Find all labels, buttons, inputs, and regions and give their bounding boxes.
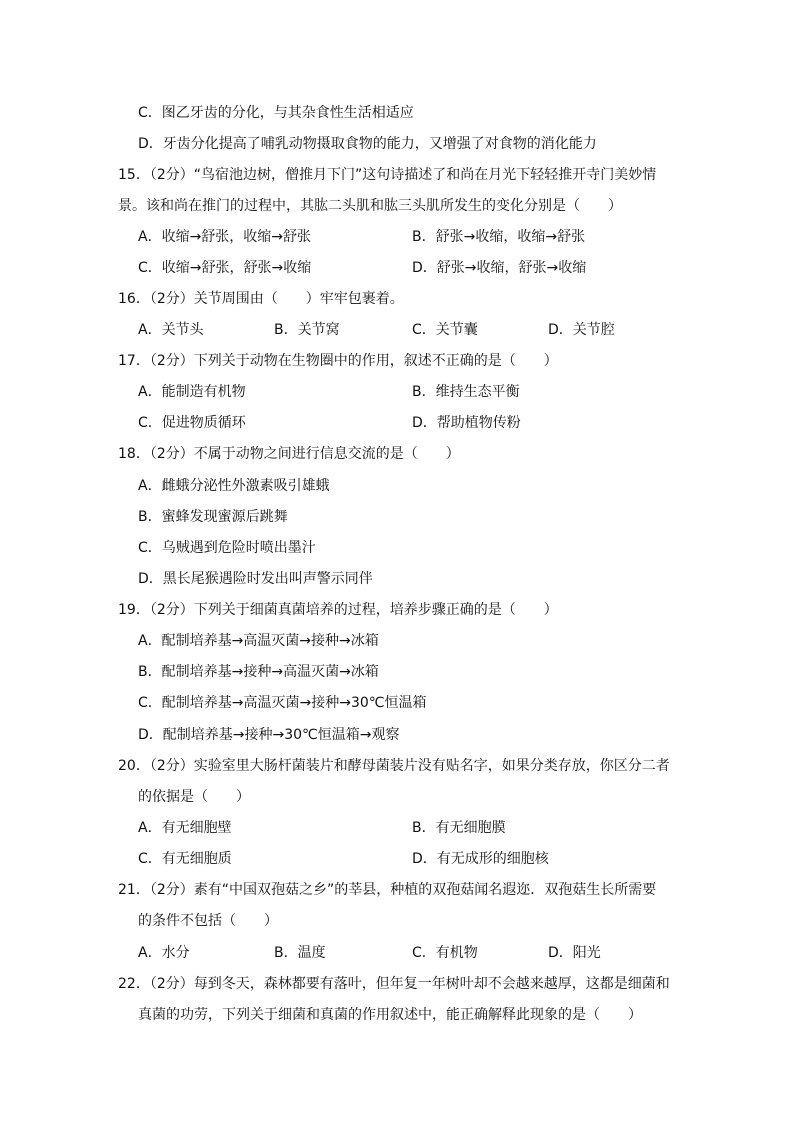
q19-option-b: B．配制培养基→接种→高温灭菌→冰箱 xyxy=(138,664,379,680)
q16-stem: 16．（2分）关节周围由（ ）牢牢包裹着。 xyxy=(118,291,404,307)
q16-option-d: D．关节腔 xyxy=(548,322,615,338)
q15-stem-line2: 景。该和尚在推门的过程中，其肱二头肌和肱三头肌所发生的变化分别是（ ） xyxy=(118,198,622,214)
q17-stem: 17．（2分）下列关于动物在生物圈中的作用，叙述不正确的是（ ） xyxy=(118,353,558,369)
q19-option-c: C．配制培养基→高温灭菌→接种→30℃恒温箱 xyxy=(138,695,427,711)
q16-option-a: A．关节头 xyxy=(138,322,204,338)
q20-option-c: C．有无细胞质 xyxy=(138,851,232,867)
q17-option-c: C．促进物质循环 xyxy=(138,415,246,431)
q18-option-c: C．乌贼遇到危险时喷出墨汁 xyxy=(138,540,316,556)
q19-option-a: A．配制培养基→高温灭菌→接种→冰箱 xyxy=(138,633,379,649)
q20-stem-line2: 的依据是（ ） xyxy=(138,789,250,805)
q14-option-c: C．图乙牙齿的分化，与其杂食性生活相适应 xyxy=(138,105,414,121)
q18-option-b: B．蜜蜂发现蜜源后跳舞 xyxy=(138,509,288,525)
q15-option-d: D．舒张→收缩，舒张→收缩 xyxy=(412,260,587,276)
q21-option-c: C．有机物 xyxy=(412,945,478,961)
q21-option-a: A．水分 xyxy=(138,945,190,961)
q20-stem-line1: 20．（2分）实验室里大肠杆菌装片和酵母菌装片没有贴名字，如果分类存放，你区分二者 xyxy=(118,758,670,774)
q19-stem: 19．（2分）下列关于细菌真菌培养的过程，培养步骤正确的是（ ） xyxy=(118,602,558,618)
q15-option-b: B．舒张→收缩，收缩→舒张 xyxy=(412,229,586,245)
q21-option-d: D．阳光 xyxy=(548,945,601,961)
q18-option-a: A．雌蛾分泌性外激素吸引雄蛾 xyxy=(138,478,330,494)
q20-option-d: D．有无成形的细胞核 xyxy=(412,851,549,867)
q15-option-a: A．收缩→舒张，收缩→舒张 xyxy=(138,229,312,245)
q15-stem-line1: 15．（2分）“鸟宿池边树，僧推月下门”这句诗描述了和尚在月光下轻轻推开寺门美妙情 xyxy=(118,167,657,183)
q22-stem-line1: 22．（2分）每到冬天，森林都要有落叶，但年复一年树叶却不会越来越厚，这都是细菌和 xyxy=(118,976,670,992)
q17-option-d: D．帮助植物传粉 xyxy=(412,415,521,431)
q14-option-d: D．牙齿分化提高了哺乳动物摄取食物的能力，又增强了对食物的消化能力 xyxy=(138,136,597,152)
q17-option-a: A．能制造有机物 xyxy=(138,384,246,400)
q21-stem-line1: 21．（2分）素有“中国双孢菇之乡”的莘县，种植的双孢菇闻名遐迩．双孢菇生长所需要 xyxy=(118,882,657,898)
q16-option-b: B．关节窝 xyxy=(274,322,340,338)
q17-option-b: B．维持生态平衡 xyxy=(412,384,520,400)
q20-option-b: B．有无细胞膜 xyxy=(412,820,506,836)
q18-stem: 18．（2分）不属于动物之间进行信息交流的是（ ） xyxy=(118,446,460,462)
q19-option-d: D．配制培养基→接种→30℃恒温箱→观察 xyxy=(138,727,400,743)
q21-option-b: B．温度 xyxy=(274,945,326,961)
q21-stem-line2: 的条件不包括（ ） xyxy=(138,913,278,929)
q18-option-d: D．黑长尾猴遇险时发出叫声警示同伴 xyxy=(138,571,373,587)
q16-option-c: C．关节囊 xyxy=(412,322,478,338)
q15-option-c: C．收缩→舒张，舒张→收缩 xyxy=(138,260,312,276)
q22-stem-line2: 真菌的功劳，下列关于细菌和真菌的作用叙述中，能正确解释此现象的是（ ） xyxy=(138,1007,642,1023)
q20-option-a: A．有无细胞壁 xyxy=(138,820,232,836)
